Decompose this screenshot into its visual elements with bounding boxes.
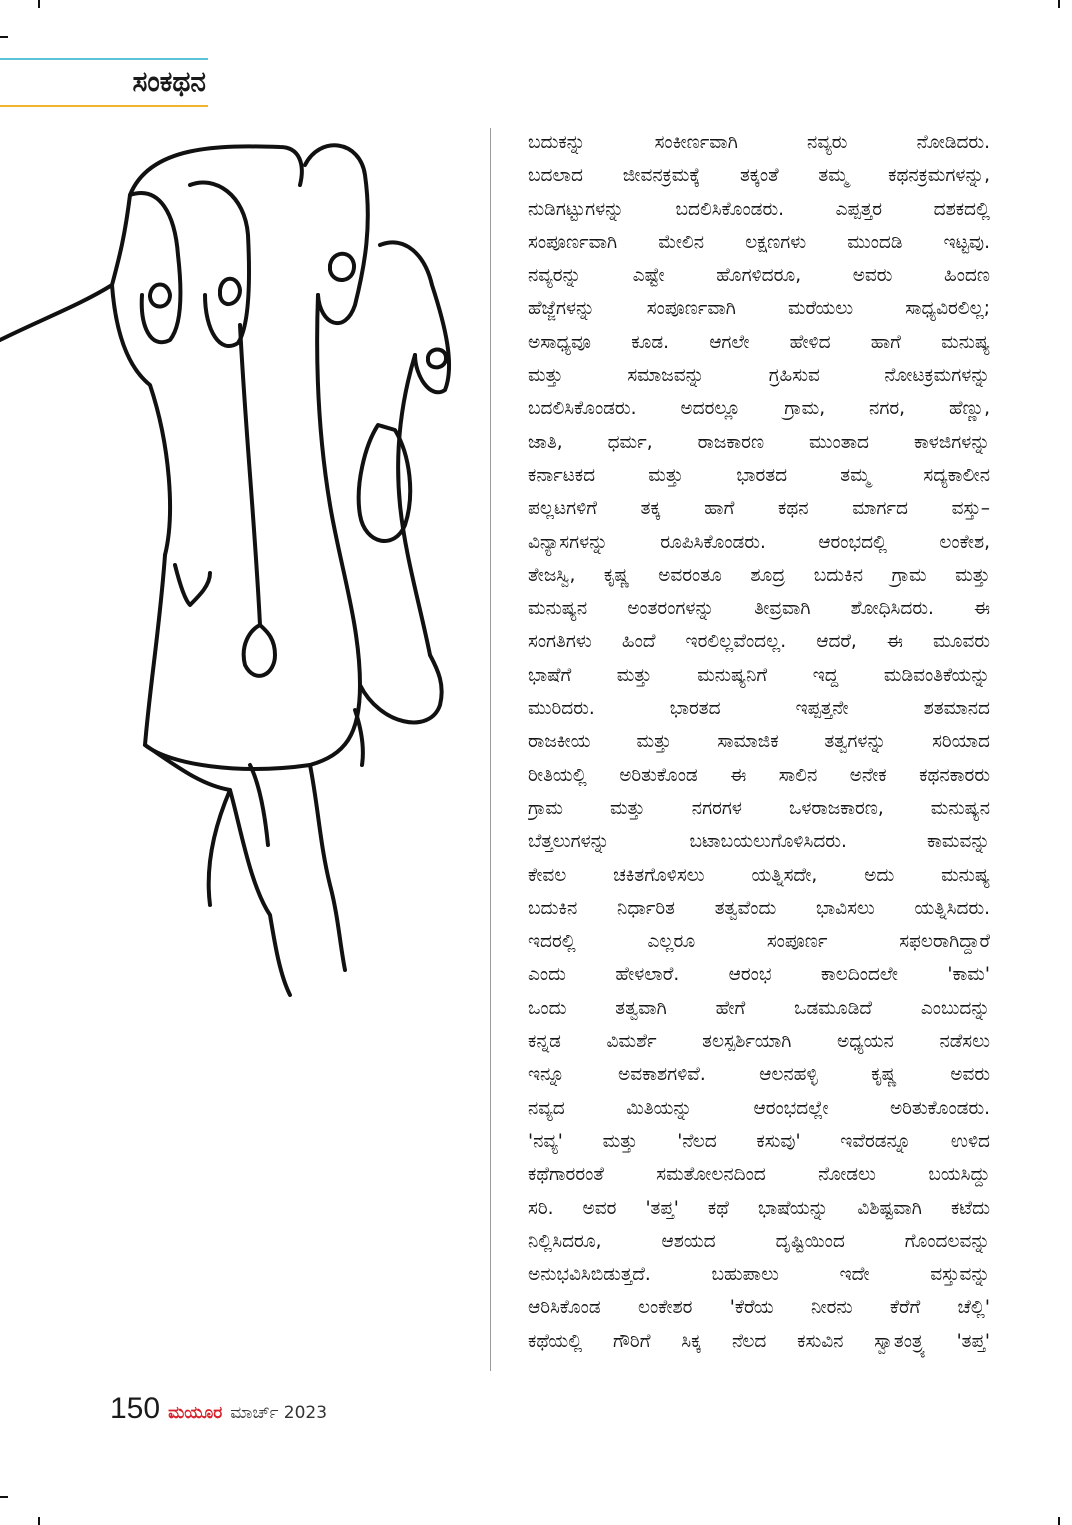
article-line: ಕೇವಲ ಚಕಿತಗೊಳಿಸಲು ಯತ್ನಿಸದೇ, ಅದು ಮನುಷ್ಯ	[528, 864, 990, 886]
article-line: ಅಸಾಧ್ಯವೂ ಕೂಡ. ಆಗಲೇ ಹೇಳಿದ ಹಾಗೆ ಮನುಷ್ಯ	[528, 331, 990, 353]
hand-drawing-icon	[0, 125, 480, 1085]
crop-mark	[1058, 1517, 1060, 1525]
article-line: ಪಲ್ಲಟಗಳಿಗೆ ತಕ್ಕ ಹಾಗೆ ಕಥನ ಮಾರ್ಗದ ವಸ್ತು–	[528, 498, 990, 520]
header-rule-top	[0, 58, 208, 60]
crop-mark	[38, 1517, 40, 1525]
article-line: ಸಂಗತಿಗಳು ಹಿಂದೆ ಇರಲಿಲ್ಲವೆಂದಲ್ಲ. ಆದರೆ, ಈ ಮೂವರು	[528, 631, 990, 653]
article-line: ರೀತಿಯಲ್ಲಿ ಅರಿತುಕೊಂಡ ಈ ಸಾಲಿನ ಅನೇಕ ಕಥನಕಾರರು	[528, 764, 990, 786]
crop-mark	[38, 0, 40, 8]
article-line: ಅನುಭವಿಸಿಬಿಡುತ್ತದೆ. ಬಹುಪಾಲು ಇದೇ ವಸ್ತುವನ್ನು	[528, 1264, 990, 1286]
section-title: ಸಂಕಥನ	[132, 65, 206, 98]
article-line: ಬದುಕನ್ನು ಸಂಕೀರ್ಣವಾಗಿ ನವ್ಯರು ನೋಡಿದರು.	[528, 132, 990, 153]
article-line: ಇನ್ನೂ ಅವಕಾಶಗಳಿವೆ. ಆಲನಹಳ್ಳಿ ಕೃಷ್ಣ ಅವರು	[528, 1064, 990, 1086]
article-line: ಆರಿಸಿಕೊಂಡ ಲಂಕೇಶರ 'ಕೆರೆಯ ನೀರನು ಕೆರೆಗೆ ಚೆಲ್ಲಿ'	[528, 1297, 990, 1319]
page-number: 150	[110, 1392, 161, 1425]
article-line: ಸಂಪೂರ್ಣವಾಗಿ ಮೇಲಿನ ಲಕ್ಷಣಗಳು ಮುಂದಡಿ ಇಟ್ಟವು.	[528, 231, 990, 253]
crop-mark	[1058, 0, 1060, 8]
article-line: ರಾಜಕೀಯ ಮತ್ತು ಸಾಮಾಜಿಕ ತತ್ವಗಳನ್ನು ಸರಿಯಾದ	[528, 731, 990, 753]
article-line: ಎಂದು ಹೇಳಲಾರೆ. ಆರಂಭ ಕಾಲದಿಂದಲೇ 'ಕಾಮ'	[528, 964, 990, 986]
article-line: ಮತ್ತು ಸಮಾಜವನ್ನು ಗ್ರಹಿಸುವ ನೋಟಕ್ರಮಗಳನ್ನು	[528, 365, 990, 387]
article-line: ಮನುಷ್ಯನ ಅಂತರಂಗಳನ್ನು ತೀವ್ರವಾಗಿ ಶೋಧಿಸಿದರು. ಈ	[528, 598, 990, 620]
article-line: ನುಡಿಗಟ್ಟುಗಳನ್ನು ಬದಲಿಸಿಕೊಂಡರು. ಎಪ್ಪತ್ತರ ದಶಕದಲ್ಲಿ	[528, 198, 990, 220]
article-line: ಬದಲಾದ ಜೀವನಕ್ರಮಕ್ಕೆ ತಕ್ಕಂತೆ ತಮ್ಮ ಕಥನಕ್ರಮಗಳನ್ನು,	[528, 165, 990, 187]
article-line: ತೇಜಸ್ವಿ, ಕೃಷ್ಣ ಅವರಂತೂ ಶೂದ್ರ ಬದುಕಿನ ಗ್ರಾಮ ಮತ್ತು	[528, 564, 990, 586]
article-line: ಕನ್ನಡ ವಿಮರ್ಶೆ ತಲಸ್ಪರ್ಶಿಯಾಗಿ ಅಧ್ಯಯನ ನಡೆಸಲು	[528, 1031, 990, 1053]
article-line: ನಿಲ್ಲಿಸಿದರೂ, ಆಶಯದ ದೃಷ್ಟಿಯಿಂದ ಗೊಂದಲವನ್ನು	[528, 1230, 990, 1252]
article-line: ವಿನ್ಯಾಸಗಳನ್ನು ರೂಪಿಸಿಕೊಂಡರು. ಆರಂಭದಲ್ಲಿ ಲಂಕೇಶ,	[528, 531, 990, 553]
article-line: ಕಥೆಯಲ್ಲಿ ಗೌರಿಗೆ ಸಿಕ್ಕ ನೆಲದ ಕಸುವಿನ ಸ್ವಾತಂತ್ರ್ಯ 'ತಪ್ತ'	[528, 1330, 990, 1352]
crop-mark	[0, 1496, 8, 1498]
column-divider	[490, 128, 491, 1371]
article-line: ಬದಲಿಸಿಕೊಂಡರು. ಅದರಲ್ಲೂ ಗ್ರಾಮ, ನಗರ, ಹೆಣ್ಣು,	[528, 398, 990, 420]
article-line: ಇದರಲ್ಲಿ ಎಲ್ಲರೂ ಸಂಪೂರ್ಣ ಸಫಲರಾಗಿದ್ದಾರೆ	[528, 931, 990, 953]
article-line: ಸರಿ. ಅವರ 'ತಪ್ತ' ಕಥೆ ಭಾಷೆಯನ್ನು ವಿಶಿಷ್ಟವಾಗಿ ಕಟೆದು	[528, 1197, 990, 1219]
header-rule-bottom	[0, 105, 208, 107]
page-footer	[110, 1392, 327, 1432]
crop-mark	[0, 36, 8, 38]
article-line: ಭಾಷೆಗೆ ಮತ್ತು ಮನುಷ್ಯನಿಗೆ ಇದ್ದ ಮಡಿವಂತಿಕೆಯನ್ನು	[528, 664, 990, 686]
article-line: ಗ್ರಾಮ ಮತ್ತು ನಗರಗಳ ಒಳರಾಜಕಾರಣ, ಮನುಷ್ಯನ	[528, 797, 990, 819]
article-line: ಬೆತ್ತಲುಗಳನ್ನು ಬಟಾಬಯಲುಗೊಳಿಸಿದರು. ಕಾಮವನ್ನು	[528, 831, 990, 853]
article-body	[528, 126, 990, 1358]
article-line: ಹೆಜ್ಜೆಗಳನ್ನು ಸಂಪೂರ್ಣವಾಗಿ ಮರೆಯಲು ಸಾಧ್ಯವಿರಲಿಲ್ಲ;	[528, 298, 990, 320]
issue-date: ಮಾರ್ಚ್ 2023	[230, 1403, 328, 1423]
article-line: ಒಂದು ತತ್ವವಾಗಿ ಹೇಗೆ ಒಡಮೂಡಿದೆ ಎಂಬುದನ್ನು	[528, 997, 990, 1019]
article-line: ಮುರಿದರು. ಭಾರತದ ಇಪ್ಪತ್ತನೇ ಶತಮಾನದ	[528, 698, 990, 720]
article-line: 'ನವ್ಯ' ಮತ್ತು 'ನೆಲದ ಕಸುವು' ಇವೆರಡನ್ನೂ ಉಳಿದ	[528, 1130, 990, 1152]
section-header	[0, 58, 210, 108]
article-line: ನವ್ಯರನ್ನು ಎಷ್ಟೇ ಹೊಗಳಿದರೂ, ಅವರು ಹಿಂದಣ	[528, 265, 990, 287]
article-line: ಕಥೆಗಾರರಂತೆ ಸಮತೋಲನದಿಂದ ನೋಡಲು ಬಯಸಿದ್ದು	[528, 1164, 990, 1186]
article-line: ಜಾತಿ, ಧರ್ಮ, ರಾಜಕಾರಣ ಮುಂತಾದ ಕಾಳಜಿಗಳನ್ನು	[528, 431, 990, 453]
magazine-name: ಮಯೂರ	[168, 1403, 223, 1423]
article-line: ಬದುಕಿನ ನಿರ್ಧಾರಿತ ತತ್ವವೆಂದು ಭಾವಿಸಲು ಯತ್ನಿಸಿದರು.	[528, 897, 990, 919]
article-line: ಕರ್ನಾಟಕದ ಮತ್ತು ಭಾರತದ ತಮ್ಮ ಸದ್ಯಕಾಲೀನ	[528, 464, 990, 486]
article-line: ನವ್ಯದ ಮಿತಿಯನ್ನು ಆರಂಭದಲ್ಲೇ ಅರಿತುಕೊಂಡರು.	[528, 1097, 990, 1119]
